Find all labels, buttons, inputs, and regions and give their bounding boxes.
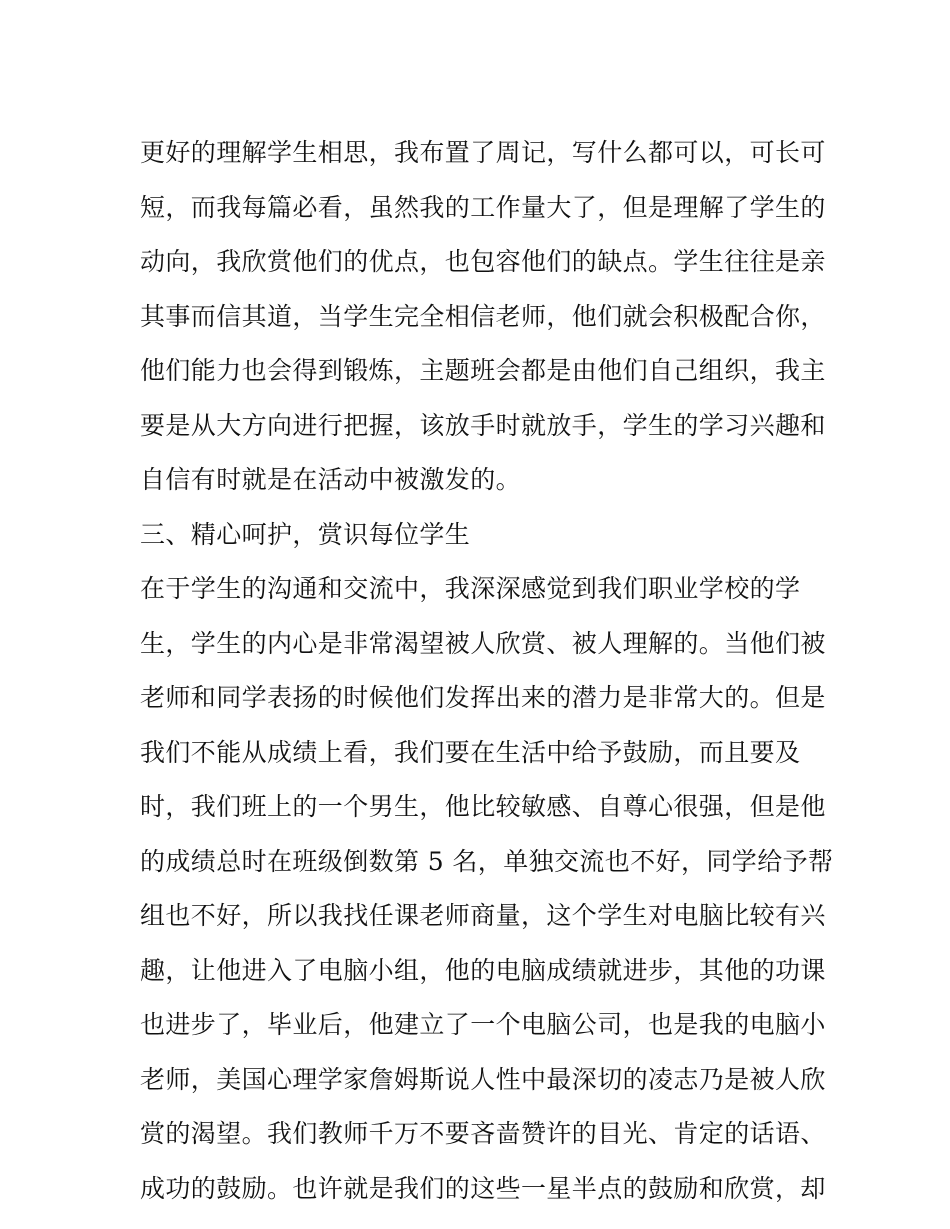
- paragraph-line: 动向，我欣赏他们的优点，也包容他们的缺点。学生往往是亲: [140, 247, 826, 276]
- paragraph-line: 成功的鼓励。也许就是我们的这些一星半点的鼓励和欣赏，却: [140, 1173, 826, 1203]
- paragraph-line: 组也不好，所以我找任课老师商量，这个学生对电脑比较有兴: [140, 901, 826, 930]
- paragraph-line: 在于学生的沟通和交流中，我深深感觉到我们职业学校的学: [140, 574, 801, 603]
- paragraph-line: 生，学生的内心是非常渴望被人欣赏、被人理解的。当他们被: [140, 628, 826, 658]
- paragraph-line: 老师和同学表扬的时候他们发挥出来的潜力是非常大的。但是: [140, 683, 826, 712]
- paragraph-line: 也进步了，毕业后，他建立了一个电脑公司，也是我的电脑小: [140, 1010, 826, 1039]
- paragraph-line: 他们能力也会得到锻炼，主题班会都是由他们自己组织，我主: [140, 356, 826, 385]
- paragraph-line: 更好的理解学生相思，我布置了周记，写什么都可以，可长可: [140, 138, 826, 167]
- paragraph-line: 时，我们班上的一个男生，他比较敏感、自尊心很强，但是他: [140, 792, 826, 821]
- paragraph-line: 老师，美国心理学家詹姆斯说人性中最深切的凌志乃是被人欣: [140, 1064, 826, 1094]
- paragraph-line: 我们不能从成绩上看，我们要在生活中给予鼓励，而且要及: [140, 737, 801, 767]
- paragraph-line: 的成绩总时在班级倒数第 5 名，单独交流也不好，同学给予帮: [140, 846, 834, 876]
- section-heading: 三、精心呵护，赏识每位学生: [140, 519, 471, 549]
- paragraph-line: 自信有时就是在活动中被激发的。: [140, 465, 522, 494]
- paragraph-line: 短，而我每篇必看，虽然我的工作量大了，但是理解了学生的: [140, 192, 826, 222]
- paragraph-line: 趣，让他进入了电脑小组，他的电脑成绩就进步，其他的功课: [140, 955, 826, 985]
- paragraph-line: 赏的渴望。我们教师千万不要吝啬赞许的目光、肯定的话语、: [140, 1119, 826, 1148]
- paragraph-line: 其事而信其道，当学生完全相信老师，他们就会积极配合你，: [140, 301, 826, 331]
- body-text: [140, 130, 834, 1220]
- paragraph-line: 要是从大方向进行把握，该放手时就放手，学生的学习兴趣和: [140, 410, 826, 440]
